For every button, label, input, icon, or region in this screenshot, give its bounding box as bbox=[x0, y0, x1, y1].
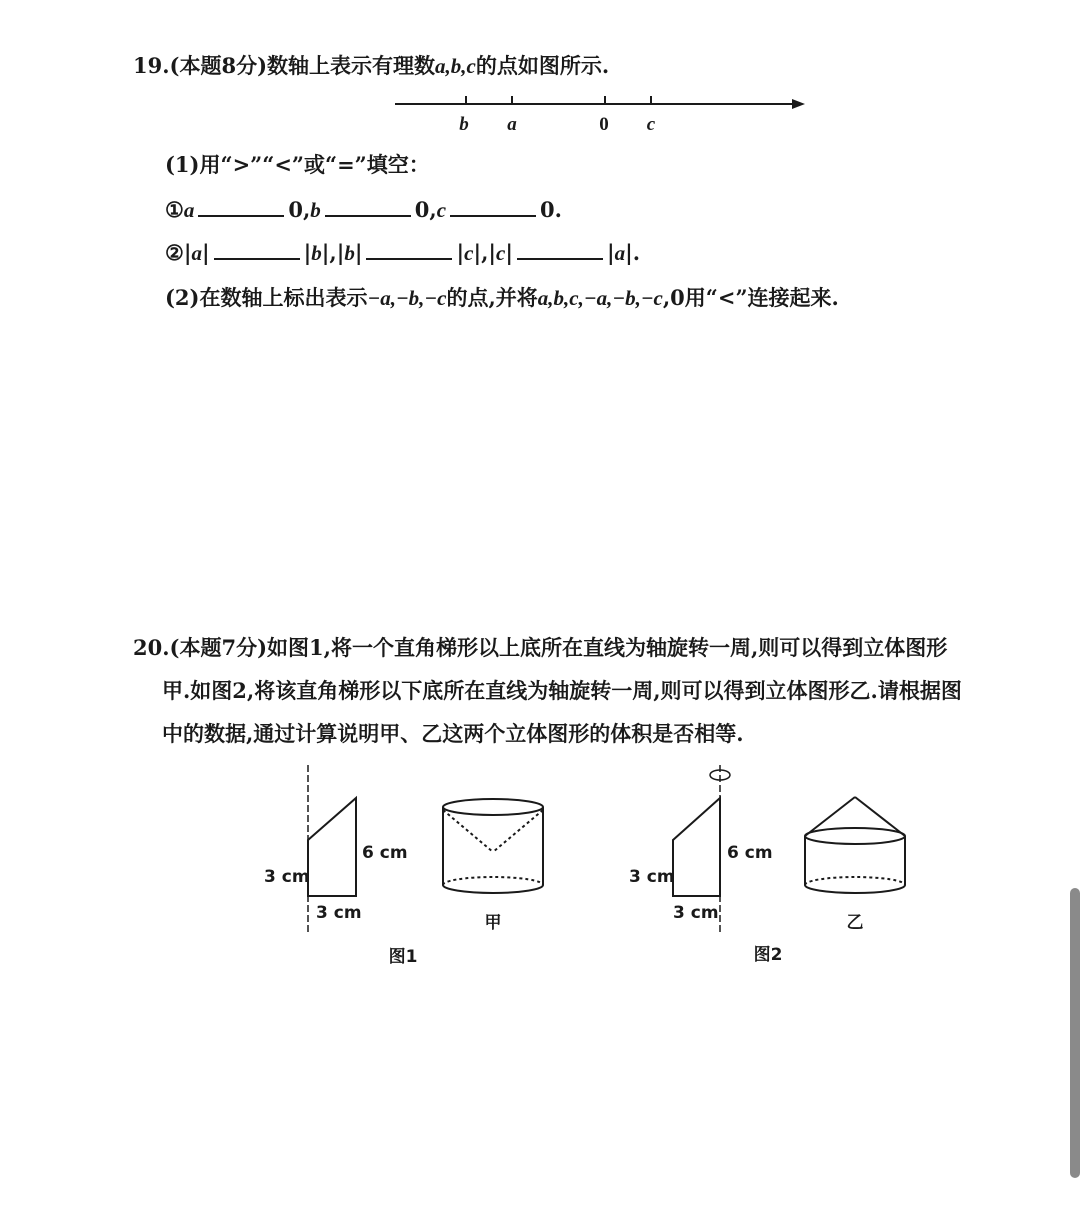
fig2-caption: 图2 bbox=[753, 945, 783, 965]
blank-c-0[interactable] bbox=[450, 197, 536, 217]
circle-1: ① bbox=[165, 197, 184, 222]
fig1-left-label: 3 cm bbox=[264, 867, 310, 887]
q19-line2 bbox=[165, 239, 640, 267]
axis-label-c: c bbox=[646, 114, 656, 135]
text-0-2: 0, bbox=[414, 197, 437, 222]
fig2-solid-label: 乙 bbox=[846, 913, 864, 933]
bar-9: |. bbox=[625, 240, 641, 265]
blank-a-0[interactable] bbox=[198, 197, 284, 217]
part2-d: a,b,c,−a,−b,−c bbox=[537, 286, 663, 310]
blank-abs-2[interactable] bbox=[366, 240, 452, 260]
blank-abs-1[interactable] bbox=[214, 240, 300, 260]
q19-line1 bbox=[165, 196, 562, 224]
solid-yi bbox=[805, 797, 905, 893]
fig1-caption: 图1 bbox=[388, 947, 418, 967]
scrollbar[interactable] bbox=[1070, 888, 1080, 1178]
fig1-solid-label: 甲 bbox=[484, 913, 502, 933]
fig1-bottom-label: 3 cm bbox=[316, 903, 362, 923]
text-0-3: 0. bbox=[540, 197, 562, 222]
q19-part1: (1)用“>”“<”或“=”填空： bbox=[165, 152, 430, 177]
part2-a: (2)在数轴上标出表示 bbox=[165, 285, 368, 310]
bar-4: | bbox=[354, 240, 363, 265]
part2-e: ,0用“<”连接起来. bbox=[662, 285, 839, 310]
fig2-left-label: 3 cm bbox=[629, 867, 675, 887]
q19-part2 bbox=[165, 284, 839, 312]
fig2-trapezoid bbox=[673, 798, 720, 896]
abs-c-1: c bbox=[464, 241, 474, 265]
abs-a-2: a bbox=[614, 241, 626, 265]
blank-b-0[interactable] bbox=[325, 197, 411, 217]
abs-a-1: a bbox=[191, 241, 202, 265]
var-a: a bbox=[183, 198, 195, 222]
abs-b-2: b bbox=[344, 241, 355, 265]
fig2-right-label: 6 cm bbox=[727, 843, 773, 863]
bar-2: | bbox=[303, 240, 312, 265]
solid-jia bbox=[443, 799, 543, 893]
number-line-arrow bbox=[792, 99, 805, 109]
bar-1: | bbox=[201, 240, 210, 265]
bar-6: |,| bbox=[473, 240, 497, 265]
figure-1 bbox=[250, 760, 570, 990]
q20-line2: 甲.如图2,将该直角梯形以下底所在直线为轴旋转一周,则可以得到立体图形乙.请根据图 bbox=[162, 678, 962, 703]
q19-title-text: 19.(本题8分)数轴上表示有理数 bbox=[133, 53, 436, 78]
abs-b-1: b bbox=[311, 241, 322, 265]
blank-abs-3[interactable] bbox=[517, 240, 603, 260]
var-c: c bbox=[436, 198, 447, 222]
abs-c-2: c bbox=[496, 241, 506, 265]
bar-5: | bbox=[456, 240, 465, 265]
axis-label-a: a bbox=[507, 114, 517, 135]
part2-b: −a,−b,−c bbox=[367, 286, 447, 310]
bar-8: | bbox=[607, 240, 615, 265]
q19-title bbox=[133, 52, 609, 80]
bar-7: | bbox=[505, 240, 514, 265]
axis-label-b: b bbox=[459, 114, 469, 135]
part2-c: 的点,并将 bbox=[446, 285, 538, 310]
var-b: b bbox=[310, 198, 321, 222]
axis-label-0: 0 bbox=[599, 114, 609, 135]
circle-2: ②| bbox=[165, 240, 192, 265]
bar-3: |,| bbox=[321, 240, 345, 265]
q19-title-vars: a,b,c bbox=[435, 54, 476, 78]
text-0-1: 0, bbox=[288, 197, 311, 222]
fig2-bottom-label: 3 cm bbox=[673, 903, 719, 923]
figure-2 bbox=[615, 760, 955, 990]
q20-line1: 20.(本题7分)如图1,将一个直角梯形以上底所在直线为轴旋转一周,则可以得到立体图形 bbox=[133, 635, 948, 660]
q19-title-end: 的点如图所示. bbox=[475, 53, 610, 78]
fig1-right-label: 6 cm bbox=[362, 843, 408, 863]
fig1-trapezoid bbox=[308, 798, 356, 896]
q20-line3: 中的数据,通过计算说明甲、乙这两个立体图形的体积是否相等. bbox=[162, 721, 744, 746]
